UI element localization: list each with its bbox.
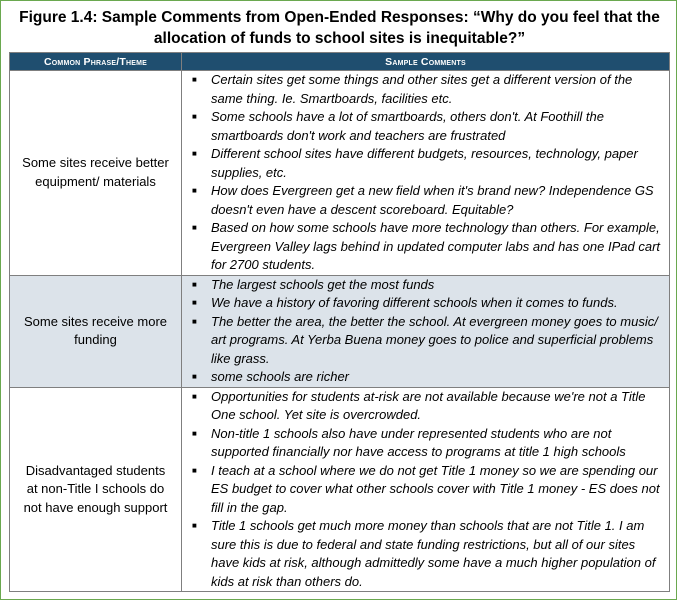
comments-cell	[182, 71, 670, 276]
square-bullet-icon: ■	[192, 112, 197, 121]
square-bullet-icon: ■	[192, 391, 197, 401]
square-bullet-icon: ■	[192, 465, 197, 475]
list-item	[182, 219, 669, 275]
list-item	[182, 182, 669, 219]
list-item	[182, 71, 669, 108]
comment-text: Title 1 schools get much more money than schools that are not Title 1. I am sure this is due to federal and state funding restrictions, but all of our sites have kids at risk, although admittedly some have a much higher population of kids at risk than others do.	[211, 518, 656, 589]
square-bullet-icon: ■	[192, 316, 197, 326]
list-item	[182, 462, 669, 518]
square-bullet-icon: ■	[192, 186, 197, 195]
list-item	[182, 145, 669, 182]
comments-cell	[182, 275, 670, 387]
comment-list	[182, 388, 669, 592]
comment-text: How does Evergreen get a new field when it's brand new? Independence GS doesn't even have a descent scoreboard. Equitable?	[211, 183, 654, 217]
list-item	[182, 425, 669, 462]
square-bullet-icon: ■	[192, 279, 197, 289]
figure-title-line-2: allocation of funds to school sites is inequitable?”	[153, 30, 526, 47]
square-bullet-icon: ■	[192, 428, 197, 438]
table-header-row	[10, 53, 670, 71]
square-bullet-icon: ■	[192, 372, 197, 381]
comment-text: Based on how some schools have more technology than others. For example, Evergreen Valley lags behind in updated computer labs and has one IPad cart for 2700 students.	[211, 220, 661, 272]
comments-cell	[182, 387, 670, 592]
list-item	[182, 294, 669, 313]
list-item	[182, 517, 669, 591]
comment-text: Some schools have a lot of smartboards, others don't. At Foothill the smartboards don't work and teachers are frustrated	[211, 109, 604, 143]
square-bullet-icon: ■	[192, 75, 197, 84]
list-item	[182, 368, 669, 387]
square-bullet-icon: ■	[192, 223, 197, 232]
comment-text: I teach at a school where we do not get Title 1 money so we are spending our ES budget to cover what other schools cover with Title 1 money - ES does not fill in the gap.	[211, 462, 660, 515]
figure-title-line-1: Figure 1.4: Sample Comments from Open-Ended Responses: “Why do you feel that the	[19, 9, 660, 26]
header-theme: Common Phrase/Theme	[10, 53, 182, 71]
comment-list	[182, 276, 669, 387]
theme-cell	[10, 387, 182, 592]
square-bullet-icon: ■	[192, 298, 197, 307]
header-comments: Sample Comments	[182, 53, 670, 71]
square-bullet-icon: ■	[192, 521, 197, 530]
list-item	[182, 313, 669, 369]
theme-text: Some sites receive better equipment/ materials	[22, 155, 169, 189]
comment-text: some schools are richer	[211, 369, 349, 384]
comment-text: The better the area, the better the school. At evergreen money goes to music/ art programs. At Yerba Buena money goes to police and superficial problems like grass.	[211, 313, 658, 366]
list-item	[182, 108, 669, 145]
table-row	[10, 387, 670, 592]
list-item	[182, 388, 669, 425]
square-bullet-icon: ■	[192, 149, 197, 158]
list-item	[182, 276, 669, 295]
theme-cell	[10, 275, 182, 387]
comment-text: The largest schools get the most funds	[211, 276, 435, 292]
theme-text: Some sites receive more funding	[23, 313, 168, 347]
comment-text: Opportunities for students at-risk are not available because we're not a Title One school. Yet site is overcrowded.	[211, 388, 646, 422]
figure-title	[1, 7, 678, 49]
theme-text: Disadvantaged students at non-Title I schools do not have enough support	[23, 462, 168, 515]
comment-list	[182, 71, 669, 275]
comments-table	[9, 52, 670, 592]
comment-text: Different school sites have different budgets, resources, technology, paper supplies, etc.	[211, 146, 638, 180]
theme-cell	[10, 71, 182, 276]
table-row	[10, 275, 670, 387]
comment-text: We have a history of favoring different schools when it comes to funds.	[211, 295, 618, 310]
comment-text: Certain sites get some things and other sites get a different version of the same thing. Ie. Smartboards, facilities etc.	[211, 72, 633, 106]
table-row	[10, 71, 670, 276]
comment-text: Non-title 1 schools also have under represented students who are not supported financially nor have access to programs at title 1 high schools	[211, 425, 626, 459]
